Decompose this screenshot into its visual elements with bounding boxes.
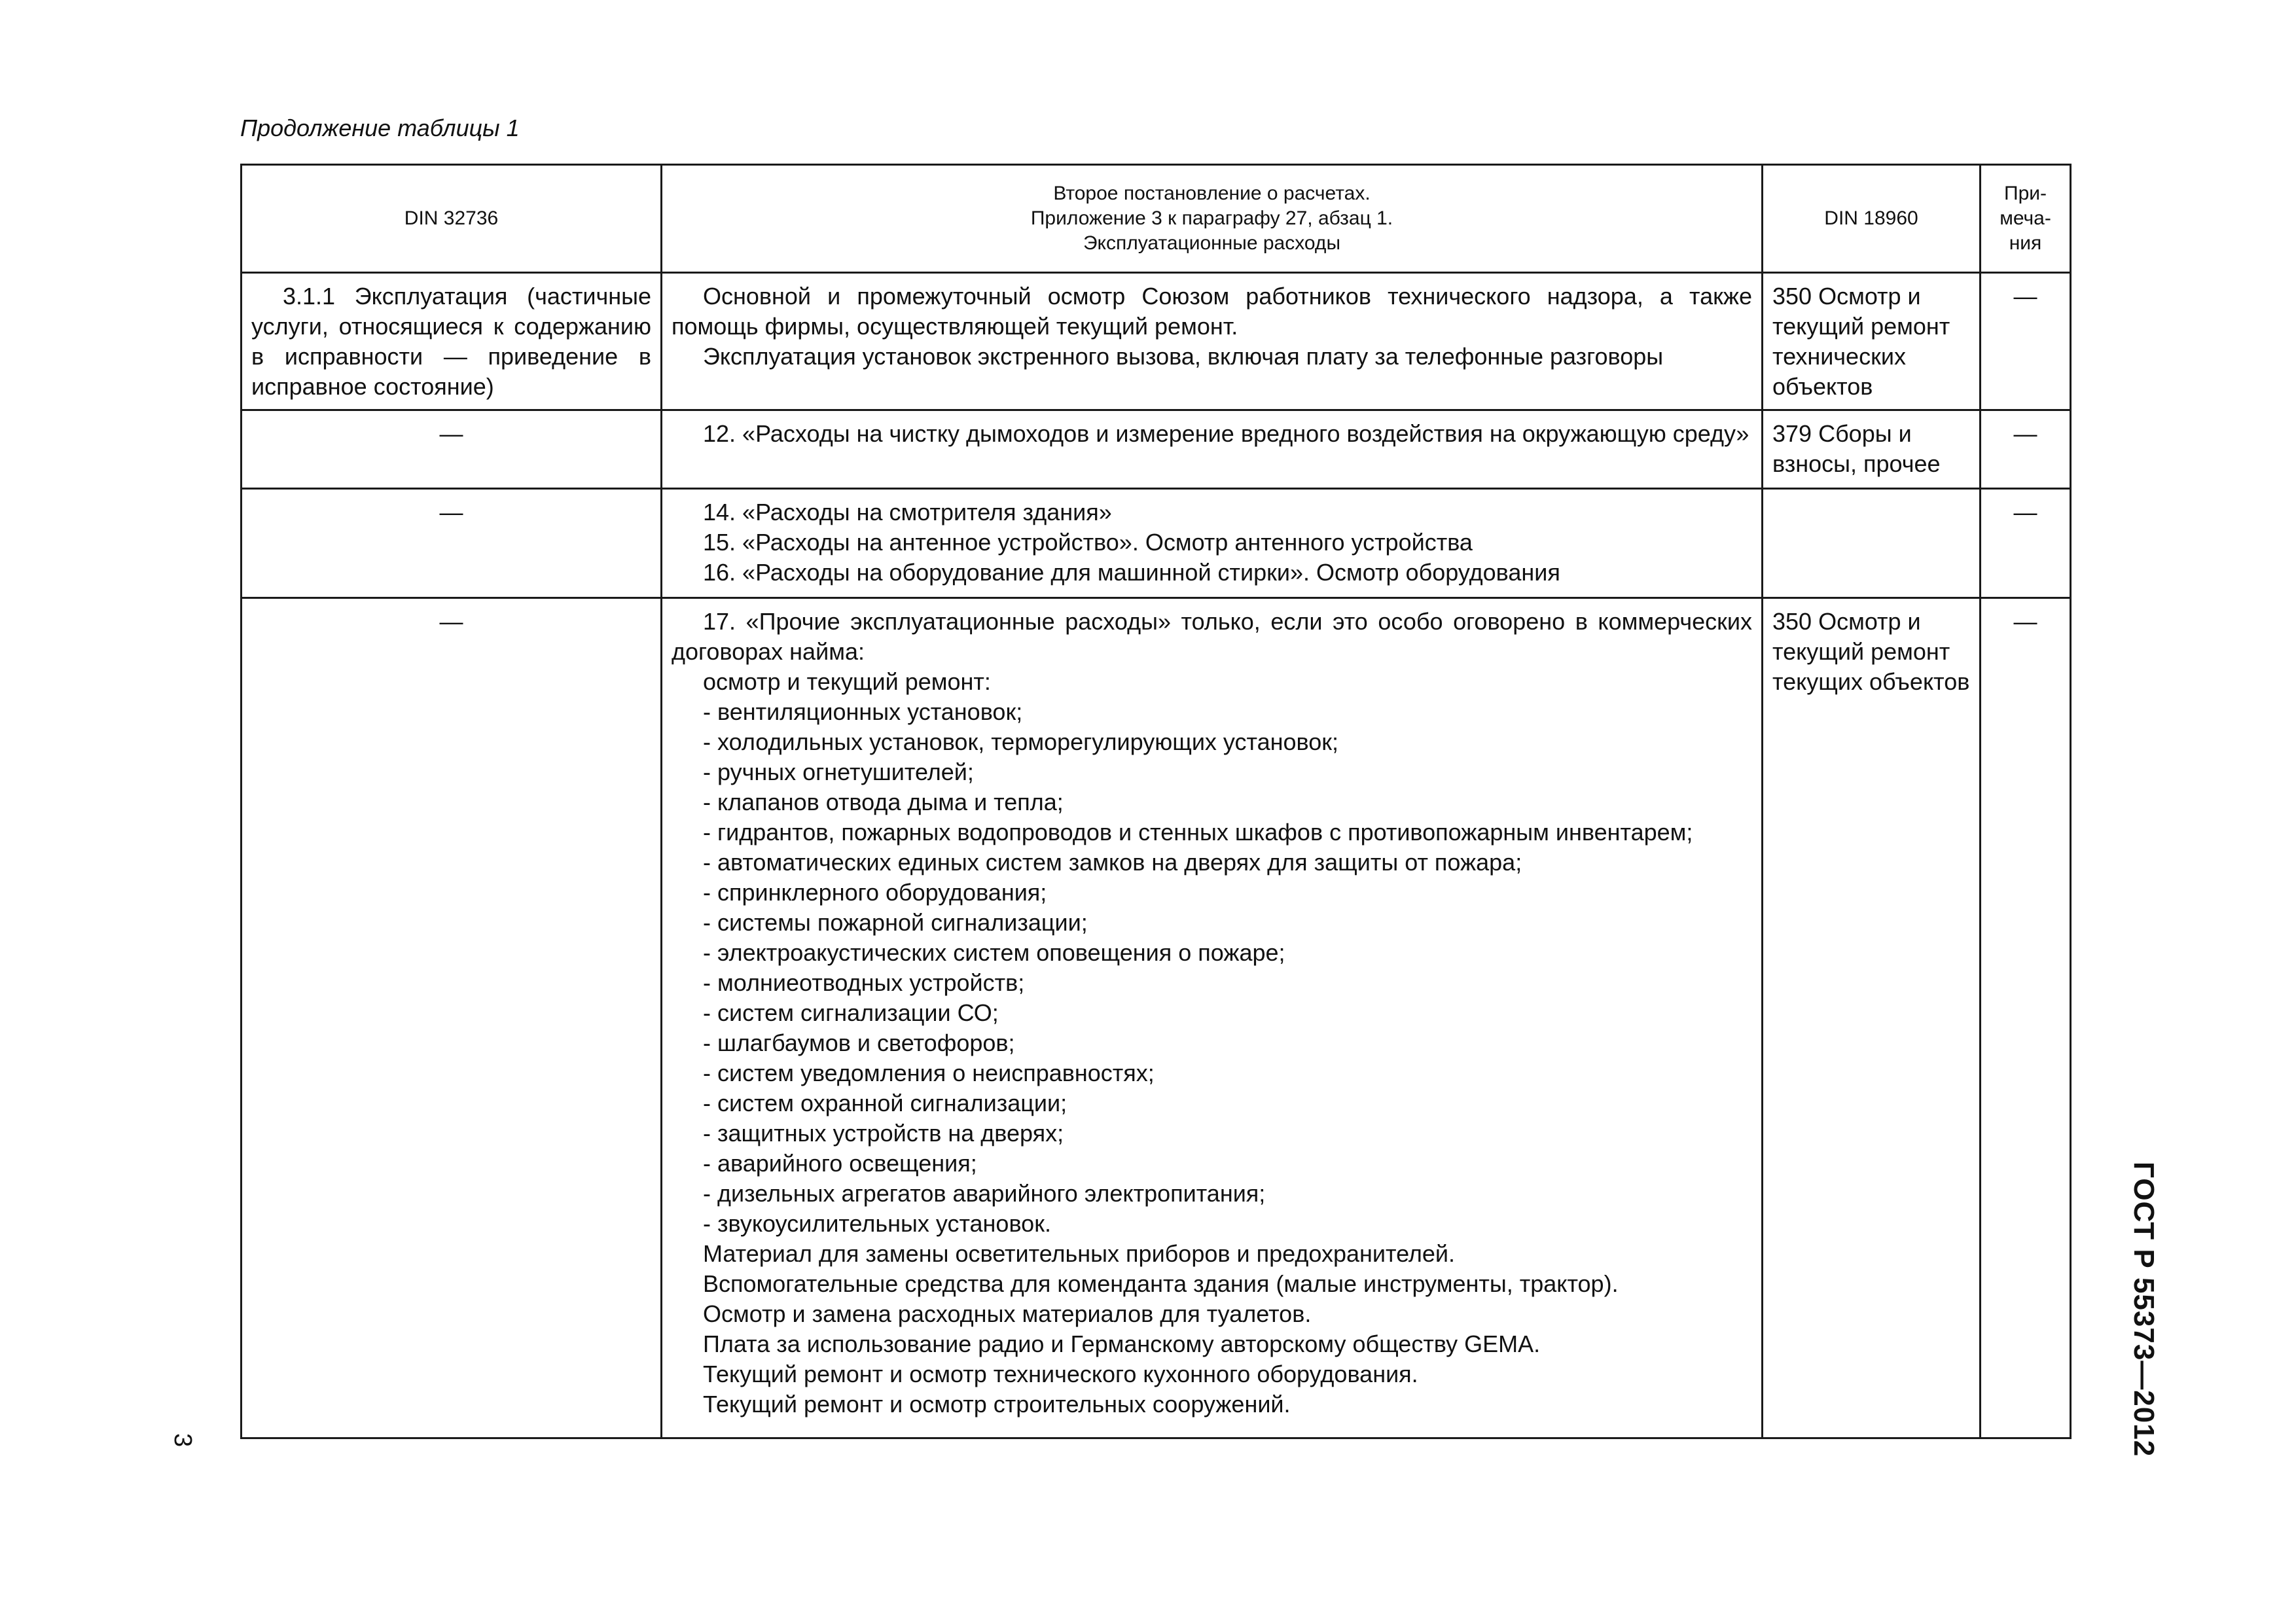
cell-notes: — xyxy=(1981,598,2071,1438)
cell-din32736: — xyxy=(242,410,662,489)
cell-notes: — xyxy=(1981,410,2071,489)
cell-notes: — xyxy=(1981,273,2071,410)
cell-din18960 xyxy=(1763,489,1981,598)
document-code: ГОСТ Р 55373—2012 xyxy=(2128,1162,2160,1457)
table-header-row xyxy=(242,165,2071,273)
table-caption: Продолжение таблицы 1 xyxy=(240,115,520,141)
cell-settlement: 17. «Прочие эксплуатационные расходы» только, если это особо оговорено в коммерческих договорах найма: осмотр и текущий ремонт: - вентиляционных установок; - холодильных установок, терморегулирующих установок; - ручных огнетушителей; - клапанов отвода дыма и тепла; - гидрантов, пожарных водопроводов и стенных шкафов с противопожарным инвентарем; - автоматических единых систем замков на дверях для защиты от пожара; - спринклерного оборудования; - системы пожарной сигнализации; - электроакустических систем оповещения о пожаре; - молниеотводных устройств; - систем сигнализации СО; - шлагбаумов и светофоров; - систем уведомления о неисправностях; - систем охранной сигнализации; - защитных устройств на дверях; - аварийного освещения; - дизельных агрегатов аварийного электропитания; - звукоусилительных установок. Материал для замены осветительных приборов и предохранителей. Вспомогательные средства для коменданта здания (малые инструменты, трактор). Осмотр и замена расходных материалов для туалетов. Плата за использование радио и Германскому авторскому обществу GEMA. Текущий ремонт и осмотр технического кухонного оборудования. Текущий ремонт и осмотр строительных сооружений. xyxy=(662,598,1763,1438)
header-notes: При- меча- ния xyxy=(1981,165,2071,273)
table-row xyxy=(242,410,2071,489)
cell-din18960: 350 Осмотр и текущий ремонт текущих объектов xyxy=(1763,598,1981,1438)
cell-din18960: 350 Осмотр и текущий ремонт технических объектов xyxy=(1763,273,1981,410)
cell-din32736: 3.1.1 Эксплуатация (частичные услуги, относящиеся к содержанию в исправности — приведение в исправное состояние) xyxy=(242,273,662,410)
table-row xyxy=(242,273,2071,410)
header-din32736: DIN 32736 xyxy=(242,165,662,273)
cell-din32736: — xyxy=(242,489,662,598)
table-row xyxy=(242,489,2071,598)
header-settlement: Второе постановление о расчетах. Приложение 3 к параграфу 27, абзац 1. Эксплуатационные расходы xyxy=(662,165,1763,273)
cell-settlement: 14. «Расходы на смотрителя здания» 15. «Расходы на антенное устройство». Осмотр антенного устройства 16. «Расходы на оборудование для машинной стирки». Осмотр оборудования xyxy=(662,489,1763,598)
main-table xyxy=(240,164,2072,1439)
cell-din18960: 379 Сборы и взносы, прочее xyxy=(1763,410,1981,489)
table-row xyxy=(242,598,2071,1438)
cell-settlement: 12. «Расходы на чистку дымоходов и измерение вредного воздействия на окружающую среду» xyxy=(662,410,1763,489)
cell-settlement: Основной и промежуточный осмотр Союзом работников технического надзора, а также помощь фирмы, осуществляющей текущий ремонт. Эксплуатация установок экстренного вызова, включая плату за телефонные разговоры xyxy=(662,273,1763,410)
cell-notes: — xyxy=(1981,489,2071,598)
header-din18960: DIN 18960 xyxy=(1763,165,1981,273)
page-number: 3 xyxy=(169,1433,196,1448)
cell-din32736: — xyxy=(242,598,662,1438)
